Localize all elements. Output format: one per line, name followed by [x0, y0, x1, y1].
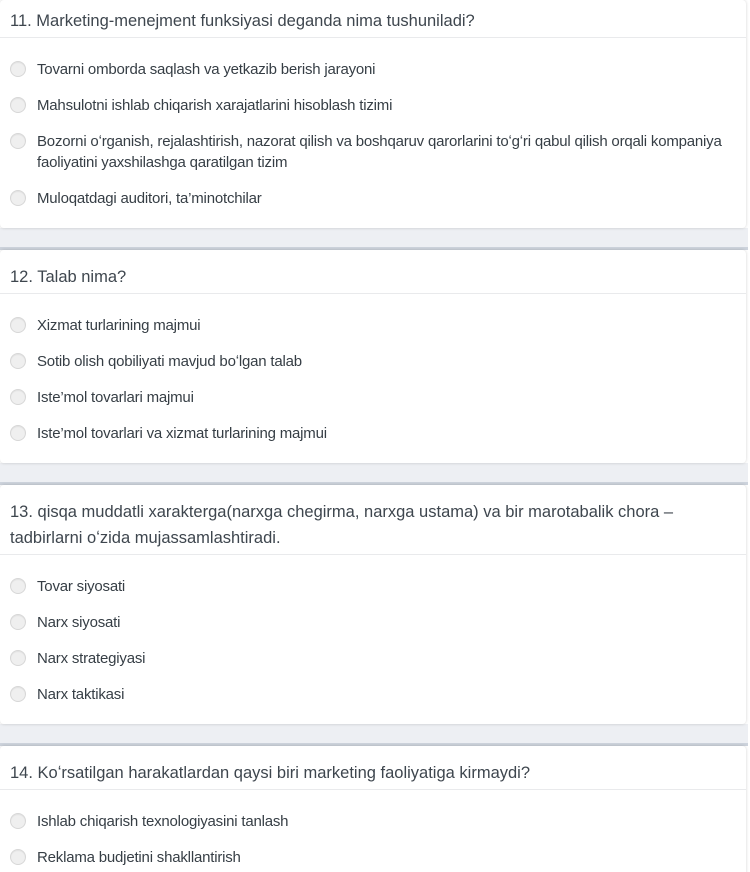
- options-list: [0, 294, 746, 463]
- answer-option[interactable]: [10, 351, 736, 372]
- options-list: [0, 555, 746, 724]
- option-label: Narx strategiyasi: [37, 650, 146, 667]
- option-label: Ishlab chiqarish texnologiyasini tanlash: [37, 813, 289, 830]
- answer-option[interactable]: [10, 423, 736, 444]
- radio-button-icon[interactable]: [10, 425, 26, 441]
- radio-button-icon[interactable]: [10, 190, 26, 206]
- question-separator-band: [0, 724, 748, 746]
- question-title: 12. Talab nima?: [10, 268, 127, 286]
- answer-option[interactable]: [10, 684, 736, 705]
- question-title: 11. Marketing-menejment funksiyasi deganda nima tushuniladi?: [10, 12, 475, 30]
- question-card: [0, 250, 746, 463]
- question-title: 14. Koʻrsatilgan harakatlardan qaysi biri marketing faoliyatiga kirmaydi?: [10, 764, 531, 782]
- answer-option[interactable]: [10, 387, 736, 408]
- answer-option[interactable]: [10, 59, 736, 80]
- answer-option[interactable]: [10, 811, 736, 832]
- radio-button-icon[interactable]: [10, 849, 26, 865]
- option-label: Narx siyosati: [37, 614, 121, 631]
- answer-option[interactable]: [10, 131, 736, 173]
- option-label: Reklama budjetini shakllantirish: [37, 849, 241, 866]
- answer-option[interactable]: [10, 95, 736, 116]
- radio-button-icon[interactable]: [10, 97, 26, 113]
- answer-option[interactable]: [10, 612, 736, 633]
- question-separator-band: [0, 463, 748, 485]
- question-card: [0, 746, 746, 872]
- option-label: Xizmat turlarining majmui: [37, 317, 201, 334]
- radio-button-icon[interactable]: [10, 650, 26, 666]
- question-title: 13. qisqa muddatli xarakterga(narxga chegirma, narxga ustama) va bir marotabalik chora – tadbirlarni oʻzida mujassamlashtiradi.: [10, 503, 674, 547]
- question-card: [0, 485, 746, 724]
- option-label: Tovar siyosati: [37, 578, 126, 595]
- answer-option[interactable]: [10, 315, 736, 336]
- answer-option[interactable]: [10, 648, 736, 669]
- question-card: [0, 0, 746, 228]
- option-label: Iste’mol tovarlari va xizmat turlarining majmui: [37, 425, 327, 442]
- option-label: Tovarni omborda saqlash va yetkazib berish jarayoni: [37, 61, 376, 78]
- radio-button-icon[interactable]: [10, 686, 26, 702]
- radio-button-icon[interactable]: [10, 353, 26, 369]
- radio-button-icon[interactable]: [10, 614, 26, 630]
- answer-option[interactable]: [10, 188, 736, 209]
- answer-option[interactable]: [10, 847, 736, 868]
- radio-button-icon[interactable]: [10, 578, 26, 594]
- question-separator-band: [0, 228, 748, 250]
- answer-option[interactable]: [10, 576, 736, 597]
- radio-button-icon[interactable]: [10, 317, 26, 333]
- options-list: [0, 38, 746, 228]
- option-label: Bozorni oʻrganish, rejalashtirish, nazorat qilish va boshqaruv qarorlarini toʻgʻri qabul qilish orqali kompaniya faoliyatini yaxshilashga qaratilgan tizim: [37, 133, 722, 171]
- radio-button-icon[interactable]: [10, 133, 26, 149]
- option-label: Mahsulotni ishlab chiqarish xarajatlarini hisoblash tizimi: [37, 97, 393, 114]
- radio-button-icon[interactable]: [10, 61, 26, 77]
- option-label: Sotib olish qobiliyati mavjud boʻlgan talab: [37, 353, 302, 370]
- radio-button-icon[interactable]: [10, 813, 26, 829]
- option-label: Iste’mol tovarlari majmui: [37, 389, 194, 406]
- option-label: Muloqatdagi auditori, ta’minotchilar: [37, 190, 262, 207]
- radio-button-icon[interactable]: [10, 389, 26, 405]
- option-label: Narx taktikasi: [37, 686, 125, 703]
- options-list: [0, 790, 746, 872]
